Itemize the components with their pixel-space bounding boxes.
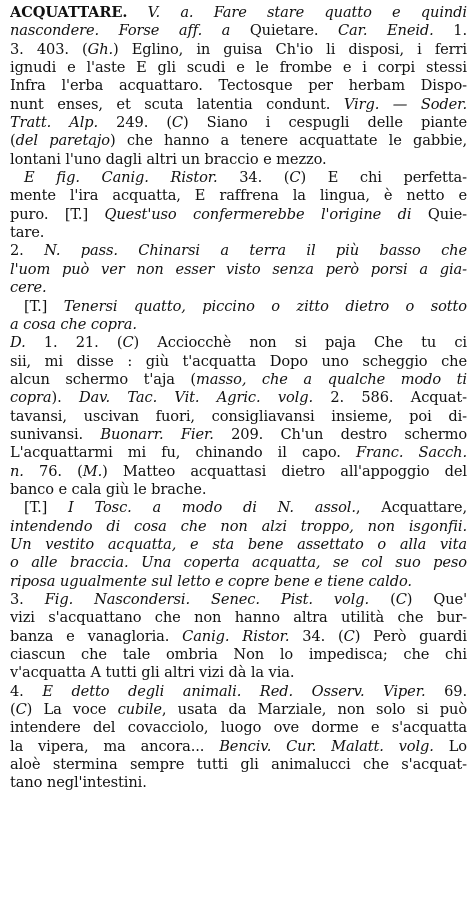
text-segment: vizi s'acquattano che non hanno altra utilità che bur- [10,609,467,627]
italic-text: Car. Eneid. [337,22,434,40]
text-line [10,463,467,481]
italic-text: C [289,169,301,187]
italic-text: Fig. Nascondersi. Senec. Pist. volg. [44,591,370,608]
italic-text: Quest'uso confermerebbe l'origine di [104,205,412,223]
headword: ACQUATTARE. [10,4,128,21]
text-segment: puro. [T.] [10,205,105,223]
italic-text: cubile [117,701,162,719]
text-segment: sii, mi disse : giù t'acquatta Dopo uno scheggio che [10,352,467,370]
text-segment: Quietare. [230,22,338,40]
italic-text: Canig. Ristor. [182,627,290,645]
text-line [10,683,467,701]
text-segment: 2. [10,242,45,260]
text-line [10,334,467,352]
italic-text: Gh. [87,40,114,58]
italic-text: C [122,334,134,352]
text-line [10,206,467,224]
text-segment: 209. Ch'un destro schermo [213,425,467,443]
text-segment: ). [51,389,79,407]
text-segment: 34. ( [217,169,290,187]
text-segment: 1. [433,22,467,40]
text-line [10,77,467,95]
text-line [10,573,467,591]
text-line [10,719,467,737]
text-segment: Lo [433,737,467,755]
text-segment: 2. 586. Acquat- [313,389,467,407]
text-line [10,444,467,462]
text-segment: tano negl'intestini. [10,774,147,792]
text-line [10,738,467,756]
italic-text: a cosa che copra. [10,315,137,333]
text-line [10,151,467,169]
text-line [10,499,467,517]
text-line [10,389,467,407]
italic-text: l'uom può ver non esser visto senza però porsi a gia- [10,260,467,278]
text-segment: banco e cala giù le brache. [10,480,207,498]
text-line [10,316,467,334]
italic-text: intendendo di cosa che non alzi troppo, non isgonfii. [10,517,467,535]
text-segment: 76. ( [23,462,83,480]
text-segment: tare. [10,224,45,242]
text-segment: ) Que' [406,591,467,608]
italic-text: C [171,114,183,132]
text-line [10,774,467,792]
text-segment: ( [10,132,16,150]
text-segment: intendere del covacciolo, luogo ove dorme e s'acquatta [10,719,467,737]
text-segment: lontani l'uno dagli altri un braccio e mezzo. [10,150,327,168]
text-segment: nunt enses, et scuta latentia condunt. [10,95,344,113]
italic-text: riposa ugualmente sul letto e copre bene e tiene caldo. [10,572,412,590]
text-line [10,298,467,316]
text-line [10,114,467,132]
text-segment [127,4,147,21]
text-segment: Infra l'erba acquattaro. Tectosque per herbam Dispo- [10,77,467,95]
italic-text: Franc. Sacch. [355,444,467,462]
italic-text: C [15,701,27,719]
italic-text: E fig. Canig. Ristor. [24,169,218,187]
italic-text: D. [10,334,26,352]
italic-text: Dav. Tac. Vit. Agric. volg. [78,389,314,407]
text-line [10,96,467,114]
text-segment: ) Acciocchè non si paja Che tu ci [133,334,467,352]
italic-text: M. [82,462,103,480]
text-line [10,261,467,279]
italic-text: I Tosc. a modo di N. assol. [68,499,356,517]
italic-text: Un vestito acquatta, e sta bene assettato o alla vita [10,535,467,553]
text-segment: 34. ( [289,627,344,645]
italic-text: V. a. Fare stare quatto e quindi [147,4,467,21]
text-segment: [T.] [24,297,64,315]
text-line [10,4,467,22]
text-segment: 3. [10,591,45,608]
text-line [10,426,467,444]
text-segment: sunivansi. [10,425,101,443]
text-segment: ( [369,591,396,608]
italic-text: E detto degli animali. Red. Osserv. Viper. [42,682,426,700]
text-line [10,41,467,59]
text-segment: aloè stermina sempre tutti gli animalucci che s'acquat- [10,756,467,774]
text-line [10,536,467,554]
text-line [10,279,467,297]
text-line [10,187,467,205]
italic-text: C [395,591,407,608]
text-line [10,59,467,77]
text-segment: tavansi, uscivan fuori, consigliavansi insieme, poi di- [10,407,467,425]
text-line [10,353,467,371]
text-line [10,701,467,719]
text-segment: ( [10,701,16,719]
italic-text: Tenersi quatto, piccino o zitto dietro o sotto [63,297,467,315]
text-segment: ciascun che tale ombria Non lo impedisca; che chi [10,646,467,664]
text-segment: 69. [425,682,467,700]
italic-text: Tratt. Alp. [10,114,99,132]
text-segment: mente l'ira acquatta, E raffrena la lingua, è netto e [10,187,467,205]
italic-text: Benciv. Cur. Malatt. volg. [219,737,434,755]
italic-text: C [343,627,355,645]
italic-text: masso, che a qualche modo ti [196,370,467,388]
italic-text: n. [10,462,24,480]
text-line [10,22,467,40]
text-line [10,242,467,260]
text-segment: ) che hanno a tenere acquattate le gabbie, [109,132,467,150]
text-segment: ) Eglino, in guisa Ch'io li disposi, i ferri [113,40,467,58]
italic-text: Virg. — Soder. [343,95,467,113]
text-segment: 4. [10,682,43,700]
text-line [10,481,467,499]
text-segment: 1. 21. ( [25,334,123,352]
text-line [10,169,467,187]
italic-text: N. pass. Chinarsi a terra il più basso che [44,242,467,260]
italic-text: cere. [10,279,47,297]
text-line [10,518,467,536]
text-line [10,554,467,572]
text-segment: alcun schermo t'aja ( [10,370,197,388]
text-line [10,628,467,646]
text-line [10,609,467,627]
text-segment: ) Siano i cespugli delle piante [183,114,467,132]
text-segment: 249. ( [98,114,172,132]
text-segment: , usata da Marziale, non solo si può [161,701,467,719]
text-segment: v'acquatta A tutti gli altri vizi dà la via. [10,664,295,682]
text-line [10,371,467,389]
text-segment: [T.] [24,499,69,517]
text-line [10,224,467,242]
text-segment: banza e vanagloria. [10,627,183,645]
text-segment: L'acquattarmi mi fu, chinando il capo. [10,444,356,462]
text-line [10,591,467,609]
text-segment: ) E chi perfetta- [300,169,467,187]
text-segment: ) La voce [26,701,118,719]
text-line [10,646,467,664]
text-segment: 3. 403. ( [10,40,88,58]
text-line [10,408,467,426]
italic-text: o alle braccia. Una coperta acquatta, se col suo peso [10,554,467,572]
text-segment: Quie- [411,205,467,223]
italic-text: Buonarr. Fier. [100,425,214,443]
text-segment: ) Però guardi [354,627,467,645]
text-line [10,132,467,150]
italic-text: copra [10,389,52,407]
text-line [10,664,467,682]
italic-text: del paretajo [15,132,110,150]
text-segment: ) Matteo acquattasi dietro all'appoggio del [102,462,467,480]
italic-text: nascondere. Forse aff. a [10,22,231,40]
text-segment: ignudi e l'aste E gli scudi e le frombe e i corpi stessi [10,59,467,77]
text-line [10,756,467,774]
text-segment: , Acquattare, [355,499,467,517]
text-segment: la vipera, ma ancora... [10,737,220,755]
